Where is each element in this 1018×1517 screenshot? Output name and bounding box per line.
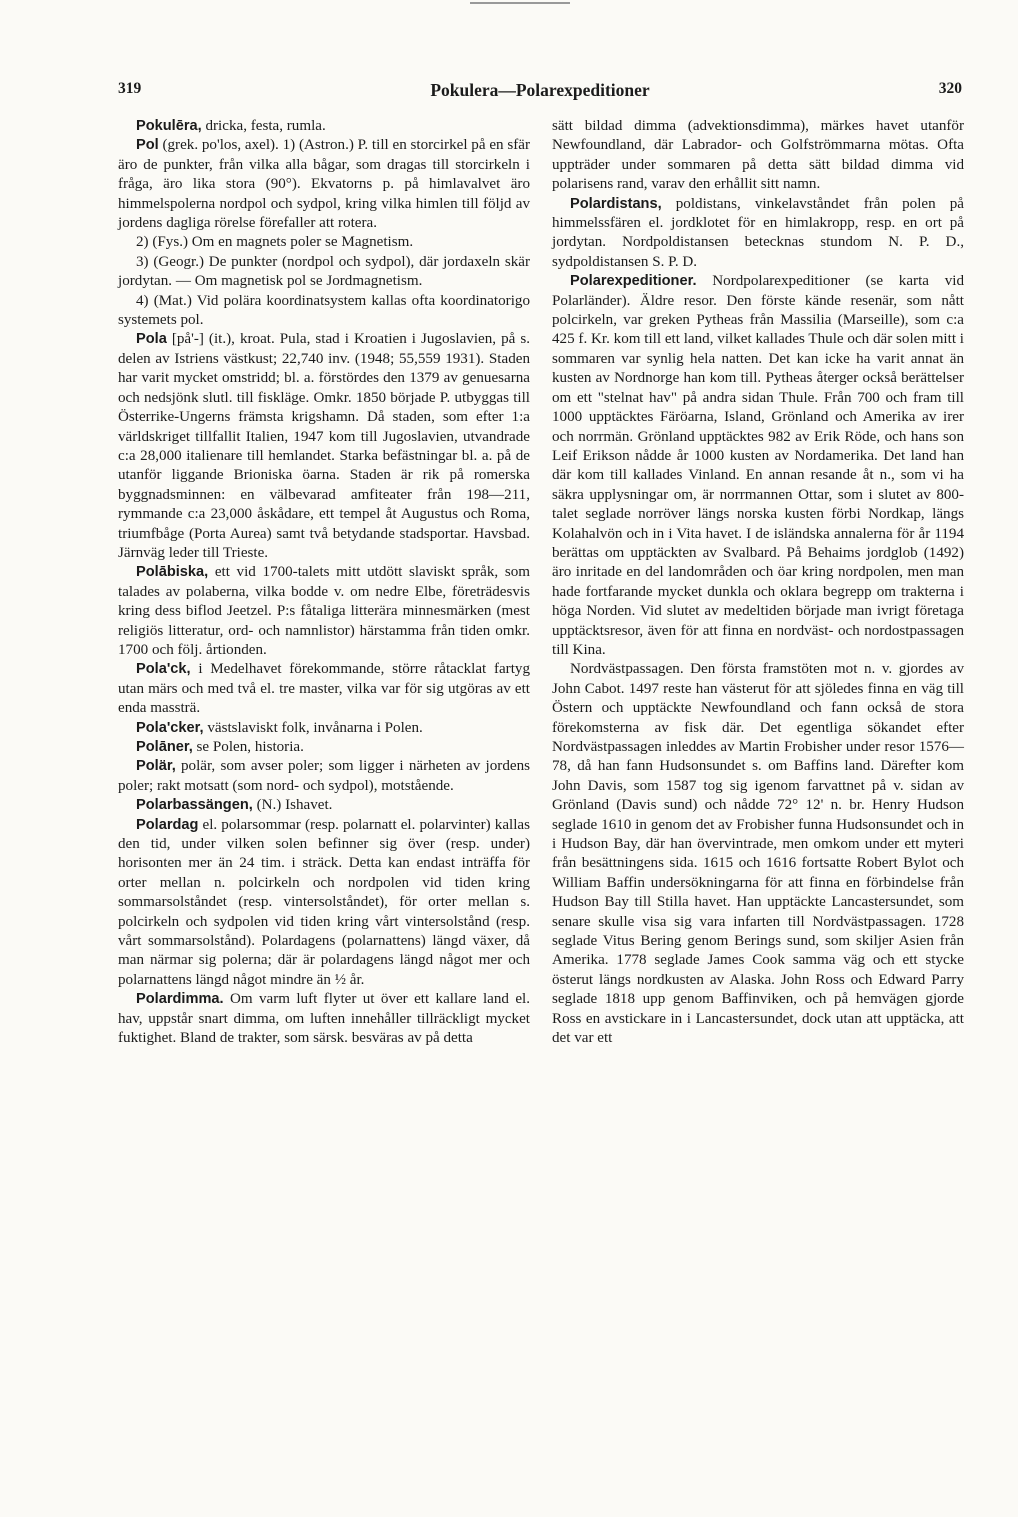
headword: Polardimma. [136,991,224,1008]
section-nordvastpassagen [552,660,964,1048]
entry-polardimma [118,990,530,1048]
entry-text: 3) (Geogr.) De punkter (nordpol och sydpol), där jordaxeln skär jordytan. — Om magnetisk pol se Jordmagnetism. [118,253,530,290]
entry-text: polär, som avser poler; som ligger i närheten av jordens poler; rakt motsatt (som nord- och sydpol), motstående. [118,758,530,794]
entry-text: i Medelhavet förekommande, större råtacklat fartyg utan märs och med två el. tre master, vilka var för sig utgöras av ett enda massträ. [118,661,530,717]
entry-text: Nordpolarexpeditioner (se karta vid Polarländer). Äldre resor. Den förste kände resenär, som nått polcirkeln, var greken Pytheas från Massilia (Marseille), som c:a 425 f. Kr. kom till ett land, vilket kallades Thule och där solen mitt i sommaren var synlig hela natten. Det kan icke ha varit annat än kusten av Nordnorge han kom till. Pytheas återger också berättelser om ett "stelnat hav" på andra sidan Thule. Från 700 och fram till 1000 upptäcktes Färöarna, Island, Grönland och Amerika av irer och norrmän. Grönland upptäcktes 982 av Erik Röde, och hans son Leif Erikson nådde år 1000 kusten av Nordamerika. Det land han där kom till kallades Vinland. En annan resande åt n., som vi ha säkra upplysningar om, är norrmannen Ottar, som i slutet av 800-talet seglade norröver längs norska kusten förbi Nordkap, längs Kolahalvön och in i Vita havet. I de isländska annalerna för år 1194 berättas om upptäckten av Svalbard. På Behaims jordglob (1492) äro inritade en del landområden och öar kring nordpolen, men man hade fortfarande mycket dunkla och oklara begrepp om trakterna i höga Norden. Vid slutet av medeltiden började man ivrigt företaga upptäcktsresor, även för att finna en nordväst- och nordostpassagen till Kina. [552,273,964,658]
headword: Pola [136,331,167,348]
entry-polacker [118,719,530,738]
entry-text: 4) (Mat.) Vid polära koordinatsystem kallas ofta koordinatorigo systemets pol. [118,292,530,329]
entry-text: dricka, festa, rumla. [201,118,326,134]
entry-text: poldistans, vinkelavståndet från polen på himmelssfären el. jordklotet för en himlakropp, resp. en ort på jordytan. Nordpoldistansen betecknas stundom N. P. D., sydpoldistansen S. P. D. [552,195,964,270]
entry-text: se Polen, historia. [192,739,304,755]
headword: Pokulēra, [136,118,202,134]
entry-text: el. polarsommar (resp. polarnatt el. polarvinter) kallas den tid, under vilken solen befinner sig över (resp. under) horisonten mer än 24 tim. i sträck. Detta kan endast inträffa för orter mellan n. polcirkeln och nordpolen vid tiden kring sommarsolståndet (resp. vintersolståndet), för orter mellan s. polcirkeln och sydpolen vid tiden kring vårt vintersolstånd (resp. vårt sommarsolstånd). Polardagens (polarnattens) längd växer, då man närmar sig polerna; där är polardagens längd något mer och polarnattens längd något mindre än ½ år. [118,816,530,988]
entry-pola [118,330,530,563]
entry-polarbassangen [118,796,530,815]
entry-text: Nordvästpassagen. Den första framstöten mot n. v. gjordes av John Cabot. 1497 reste han västerut för att sjöledes finna en väg till Östern och upptäckte Newfoundland och fann också de stora förekomsterna av fisk där. Det egentliga sökandet efter Nordvästpassagen inleddes av Martin Frobisher under resor 1576—78, då han fann Hudsonsundet s. om Baffins land. Därefter kom John Davis, som 1587 tog sig igenom farvattnet på v. sidan av Grönland (Davis sund) och nådde 72° 12' n. br. Henry Hudson seglade 1610 in genom det av Frobisher funna Hudsonsundet och in i Hudson Bay, där han övervintrade, men omkom under ett myteri från besättningens sida. 1615 och 1616 fortsatte Robert Bylot och William Baffin undersökningarna för att finna en förbindelse från Hudson Bay till Stilla havet. Han upptäckte Lancastersundet, som senare skulle visa sig vara infarten till Nordvästpassagen. 1728 seglade Vitus Bering genom Berings sund, som skiljer Asien från Amerika. 1778 seglade James Cook samma väg och ett stycke österut längs nordkusten av Alaska. John Ross och Edward Parry seglade 1818 upp genom Baffinviken, och på hemvägen gjorde Ross en avstickare in i Lancastersundet, dock utan att upptäcka, att det var ett [552,661,964,1047]
page-number-right: 320 [938,80,962,97]
entry-polardistans [552,195,964,273]
entry-text: 2) (Fys.) Om en magnets poler se Magnetism. [136,234,414,251]
entry-pol-fys [118,233,530,252]
page-number-left: 319 [118,80,142,97]
entry-polardag [118,816,530,991]
headword: Polär, [136,758,176,775]
entry-polarexpeditioner [552,272,964,660]
entry-text: (grek. po'los, axel). 1) (Astron.) P. till en storcirkel på en sfär äro de punkter, från vilka alla bågar, som dragas till storcirkeln i fråga, äro lika stora (90°). Ekvatorns p. på himlavalvet äro himmelspolerna nordpol och sydpol, kring vilka himlen till följd av jordens dagliga rörelse förefaller att rotera. [118,137,530,232]
headword: Polarbassängen, [136,797,253,814]
headword: Pola'ck, [136,661,191,678]
entry-pol [118,136,530,233]
entry-polack [118,660,530,718]
entry-pokulera [118,117,530,136]
entry-text: sätt bildad dimma (advektionsdimma), märkes havet utanför Newfoundland, där Labrador- och Golfströmmarna mötas. Ofta uppträder under sommaren på detta sätt bildad dimma vid polarisens rand, varav den erhållit sitt namn. [552,118,964,193]
entry-polar [118,757,530,796]
headword: Pol [136,137,159,154]
entry-text: Om varm luft flyter ut över ett kallare land el. hav, uppstår snart dimma, om luften innehåller tillräckligt mycket fuktighet. Bland de trakter, som särsk. besväras av på detta [118,991,530,1047]
headword: Polābiska, [136,564,209,581]
entry-polaner [118,738,530,757]
entry-pol-geogr [118,253,530,292]
headword: Polardag [136,816,199,833]
entry-polardimma-cont [552,117,964,195]
page-header [118,80,962,110]
entry-text: ett vid 1700-talets mitt utdött slaviskt språk, som talades av polaberna, vilka bodde v. om nedre Elbe, företrädesvis kring dess biflod Jeetzel. P:s fåtaliga litterära minnesmärken (mest religiös litteratur, ord- och namnlistor) härstamma från tiden omkr. 1700 och följ. årtionden. [118,564,530,658]
entry-text: [på'-] (it.), kroat. Pula, stad i Kroatien i Jugoslavien, på s. delen av Istriens västkust; 22,740 inv. (1948; 55,559 1931). Staden har varit mycket omstridd; bl. a. förstördes den 1379 av genuesarna och nedsjönk slutl. till fiskläge. Omkr. 1850 började P. utbyggas till Österrike-Ungerns främsta krigshamn. Då staden, som efter 1:a världskriget tillfallit Italien, 1947 kom till Jugoslavien, utvandrade c:a 28,000 italienare till hemlandet. Starka befästningar bl. a. på de utanför liggande Brioniska öarna. Staden är rik på romerska byggnadsminnen: en välbevarad amfiteater från 198—211, rymmande c:a 23,000 åskådare, ett tempel åt Augustus och Roma, triumfbåge (Porta Aurea) samt två betydande stadsportar. Havsbad. Järnväg leder till Trieste. [118,331,530,561]
headword: Pola'cker, [136,719,204,736]
right-column [552,117,964,1049]
headword: Polarexpeditioner. [570,273,697,290]
headword: Polāner, [136,739,193,755]
top-edge-line [470,2,570,4]
headword: Polardistans, [570,195,662,212]
entry-text: västslaviskt folk, invånarna i Polen. [203,719,423,736]
entry-polabiska [118,563,530,660]
left-column [118,117,530,1049]
entry-pol-mat [118,292,530,331]
entry-text: (N.) Ishavet. [252,797,333,814]
running-title: Pokulera—Polarexpeditioner [430,80,650,100]
